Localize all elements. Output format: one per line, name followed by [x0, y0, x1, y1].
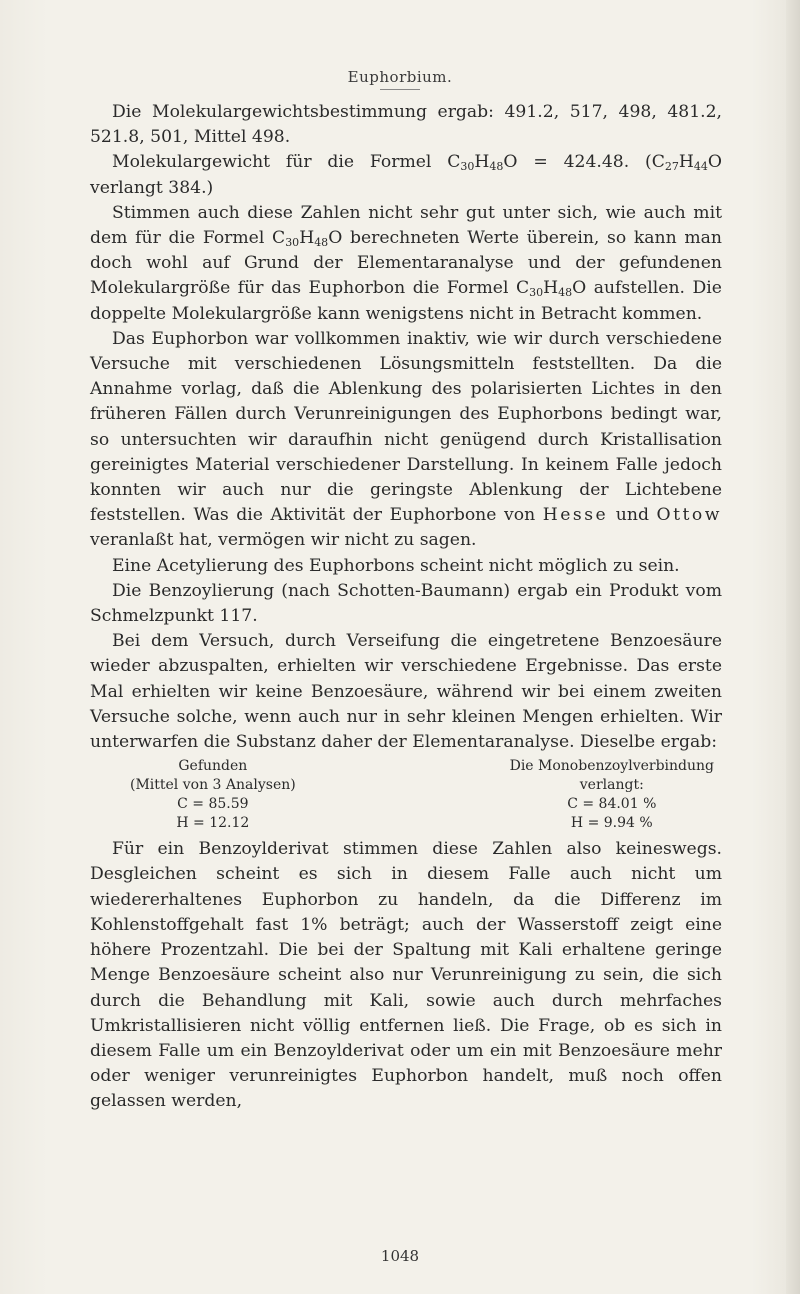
p1-text: Die Molekulargewichtsbestimmung ergab: 491.2, 517, 498, 481.2, 521.8, 501, Mittel 498.: [90, 102, 722, 148]
p2-text-4: H: [678, 152, 694, 173]
header-rule: [380, 89, 420, 90]
p2-sub-3: 27: [664, 160, 679, 174]
found-subheading: (Mittel von 3 Analysen): [130, 777, 296, 794]
author-ottow: Ottow: [656, 505, 722, 526]
p4-text-3: veranlaßt hat, vermögen wir nicht zu sagen.: [90, 530, 477, 551]
p3-sub-1: 30: [285, 236, 300, 250]
p8-text: Für ein Benzoylderivat stimmen diese Zahlen also keineswegs. Desgleichen scheint es sich in diesem Falle auch nicht um wiedererhaltenes Euphorbon zu handeln, da die Differenz im Kohlenstoffgehalt fast 1% beträgt; auch der Wasserstoff zeigt eine höhere Prozentzahl. Die bei der Spaltung mit Kali erhaltene geringe Menge Benzoesäure scheint also nur Verunreinigung zu sein, die sich durch die Behandlung mit Kali, sowie auch durch mehrfaches Umkristallisieren nicht völlig entfernen ließ. Die Frage, ob es sich in diesem Falle um ein Benzoylderivat oder um ein mit Benzoesäure mehr oder weniger verunreinigtes Euphorbon handelt, muß noch offen gelassen werden,: [90, 839, 722, 1112]
found-heading: Gefunden: [178, 758, 248, 775]
analysis-required-column: [510, 757, 714, 833]
p3-text-1: Stimmen auch diese Zahlen nicht sehr gut unter sich, wie auch mit dem für die Formel C: [90, 202, 722, 249]
required-hydrogen: H = 9.94 %: [570, 815, 653, 832]
author-hesse: Hesse: [542, 505, 609, 526]
p2-text-1: Molekulargewicht für die Formel C: [112, 152, 461, 173]
p2-sub-2: 48: [489, 160, 504, 174]
p4-text-1: Das Euphorbon war vollkommen inaktiv, wie wir durch verschiedene Versuche mit verschiedenen Lösungsmitteln feststellten. Da die Annahme vorlag, daß die Ablenkung des polarisierten Lichtes in den früheren Fällen durch Verunreinigungen des Euphorbons bedingt war, so untersuchten wir daraufhin nicht genügend durch Kristallisation gereinigtes Material verschiedener Darstellung. In keinem Falle jedoch konnten wir auch nur die geringste Ablenkung der Lichtebene feststellen. Was die Aktivität der Euphorbone von: [90, 328, 722, 526]
p2-text-5: O verlangt 384.): [90, 152, 723, 198]
p2-sub-4: 44: [693, 160, 708, 174]
p4-text-2: und: [608, 505, 657, 526]
paragraph-6: [90, 579, 722, 629]
p3-sub-4: 48: [558, 286, 573, 300]
p3-text-3: O berechneten Werte überein, so kann man doch wohl auf Grund der Elementaranalyse und der gefundenen Molekulargröße für das Euphorbon die Formel C: [90, 228, 722, 299]
p2-text-2: H: [474, 152, 490, 173]
p7-text: Bei dem Versuch, durch Verseifung die eingetretene Benzoesäure wieder abzuspalten, erhielten wir verschiedene Ergebnisse. Das erste Mal erhielten wir keine Benzoesäure, während wir bei einem zweiten Versuche solche, wenn auch nur in sehr kleinen Mengen erhielten. Wir unterwarfen die Substanz daher der Elementaranalyse. Dieselbe ergab:: [90, 631, 722, 753]
required-carbon: C = 84.01 %: [567, 796, 657, 813]
p3-text-5: O aufstellen. Die doppelte Molekulargröße kann wenigstens nicht in Betracht kommen.: [90, 278, 722, 324]
p6-text: Die Benzoylierung (nach Schotten-Baumann) ergab ein Produkt vom Schmelzpunkt 117.: [90, 580, 722, 627]
running-head: Euphorbium.: [347, 68, 453, 86]
paragraph-3: [90, 201, 722, 327]
paragraph-4: [90, 327, 722, 554]
paragraph-7: [90, 629, 722, 755]
paragraph-1: [90, 100, 722, 150]
analysis-found-column: [130, 757, 296, 833]
page-edge-shadow: [786, 0, 800, 1294]
p2-text-3: O = 424.48. (C: [503, 152, 665, 173]
found-carbon: C = 85.59: [177, 796, 249, 813]
analysis-table: [90, 757, 722, 833]
required-subheading: verlangt:: [579, 777, 644, 794]
p3-sub-2: 48: [314, 236, 329, 250]
paragraph-2: [90, 150, 722, 200]
p2-sub-1: 30: [460, 160, 475, 174]
paragraph-5: [90, 554, 722, 579]
found-hydrogen: H = 12.12: [176, 815, 250, 832]
p3-text-4: H: [543, 278, 559, 299]
p3-text-2: H: [299, 228, 315, 249]
page-number: 1048: [380, 1247, 420, 1265]
p5-text: Eine Acetylierung des Euphorbons scheint nicht möglich zu sein.: [112, 555, 680, 576]
paragraph-8: [90, 837, 722, 1114]
required-heading: Die Monobenzoylverbindung: [509, 758, 714, 775]
p3-sub-3: 30: [529, 286, 544, 300]
body-text: [90, 100, 722, 1115]
